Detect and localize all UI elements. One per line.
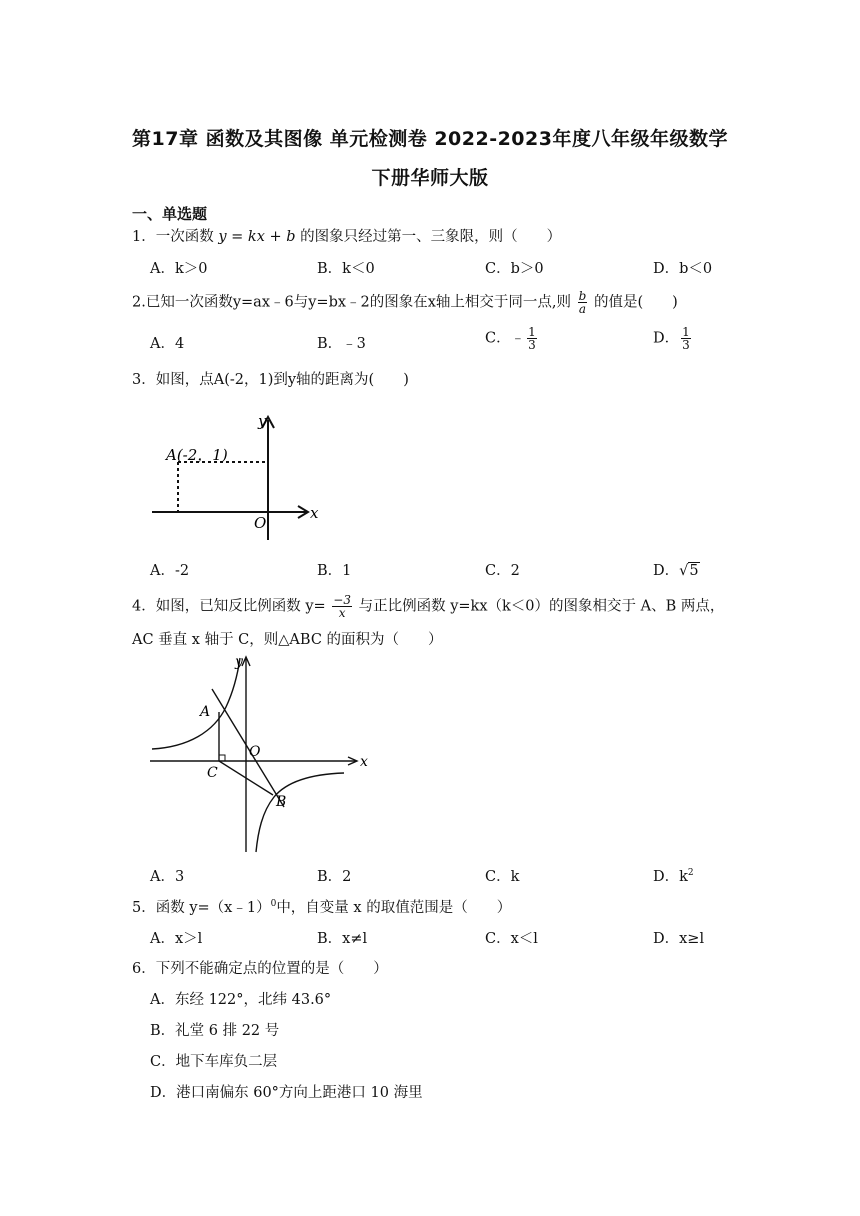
q3-option-b: B．1 [317,563,352,579]
q4-label-a: A [200,704,211,720]
q4-option-d-text: D．k [653,869,688,885]
question-4-line2: AC 垂直 x 轴于 C，则△ABC 的面积为（ ） [132,632,443,648]
q4-option-d-sup: 2 [687,868,694,879]
q6-option-c: C．地下车库负二层 [150,1054,278,1070]
q6-option-a: A．东经 122°，北纬 43.6° [150,992,332,1008]
section-heading: 一、单选题 [132,205,208,223]
q3-option-c: C．2 [485,563,520,579]
q4-right-angle-mark [219,755,225,761]
q4-fraction [332,594,352,619]
q2-option-c [485,326,539,351]
q3-point-label: A(-2，1) [166,446,228,464]
q5-option-b: B．x≠l [317,931,368,947]
q3-y-label: y [258,412,267,430]
q5-prefix: 5．函数 y=（x﹣1） [132,900,271,916]
q4-option-d [653,865,694,886]
q3-origin-label: O [254,514,267,532]
q1-prefix: 1．一次函数 [132,229,219,245]
q4-option-b: B．2 [317,869,352,885]
q2-option-c-num: 1 [528,325,536,339]
q4-label-y: y [235,654,243,670]
q2-option-d-num: 1 [682,325,690,339]
q3-coordinate-figure [148,408,328,548]
q2-option-b: B．﹣3 [317,336,366,352]
q3-option-d-prefix: D． [653,563,680,579]
question-1 [132,225,561,246]
q4-hyperbola-lower-right [256,773,344,852]
q2-prefix: 2.已知一次函数y=ax﹣6与y=bx﹣2的图象在x轴上相交于同一点,则 [132,294,576,311]
q4-label-x: x [360,754,368,770]
q5-exponent: 0 [270,899,277,910]
q2-option-c-prefix: C．﹣ [485,330,526,347]
q1-option-c: C．b＞0 [485,261,544,277]
q4-frac-num: −3 [333,593,351,607]
q1-formula: y = kx + b [218,229,296,245]
q2-option-d [653,326,693,351]
q4-graph-figure [148,652,378,857]
q2-option-c-den: 3 [528,338,536,352]
q5-option-a: A．x＞l [150,931,203,947]
q2-option-d-fraction [681,326,691,351]
q2-option-d-den: 3 [682,338,690,352]
q4-label-c: C [207,765,218,781]
q6-option-d: D．港口南偏东 60°方向上距港口 10 海里 [150,1085,423,1101]
q1-suffix: 的图象只经过第一、三象限，则（ ） [295,229,562,245]
q5-option-c: C．x＜l [485,931,538,947]
question-4-line1 [132,594,724,619]
q5-option-d: D．x≥l [653,931,705,947]
q2-suffix: 的值是( ) [589,294,678,311]
q4-option-a: A．3 [150,869,185,885]
q3-option-d-radicand: 5 [689,563,699,579]
q4-line1-suffix: 与正比例函数 y=kx（k＜0）的图象相交于 A、B 两点， [354,598,725,615]
q3-option-d [653,559,700,580]
question-3: 3．如图，点A(-2，1)到y轴的距离为( ) [132,372,409,388]
question-2 [132,290,678,315]
question-6: 6．下列不能确定点的位置的是（ ） [132,961,388,977]
q2-option-c-fraction [527,326,537,351]
q3-x-label: x [310,504,319,522]
q1-option-d: D．b＜0 [653,261,713,277]
q3-option-d-sqrt: √5 [679,563,699,579]
q4-label-b: B [276,794,287,810]
q2-option-d-prefix: D． [653,330,680,347]
q6-option-b: B．礼堂 6 排 22 号 [150,1023,280,1039]
q4-hyperbola-upper-left [152,658,240,749]
q1-option-b: B．k＜0 [317,261,375,277]
q4-option-c: C．k [485,869,520,885]
q4-proportional-line [212,689,284,807]
document-title-line2: 下册华师大版 [371,167,489,189]
q2-fraction [578,290,588,315]
q4-line1-prefix: 4．如图，已知反比例函数 y= [132,598,331,615]
q1-option-a: A．k＞0 [150,261,208,277]
document-title-line1: 第17章 函数及其图像 单元检测卷 2022-2023年度八年级年级数学 [132,128,728,150]
q2-frac-num: b [578,289,587,303]
q2-option-a: A．4 [150,336,185,352]
q2-frac-den: a [578,302,587,316]
q4-frac-den: x [338,606,346,620]
q3-option-a: A．-2 [150,563,190,579]
question-5 [132,896,511,917]
q5-suffix: 中，自变量 x 的取值范围是（ ） [276,900,512,916]
q4-label-o: O [249,744,261,760]
